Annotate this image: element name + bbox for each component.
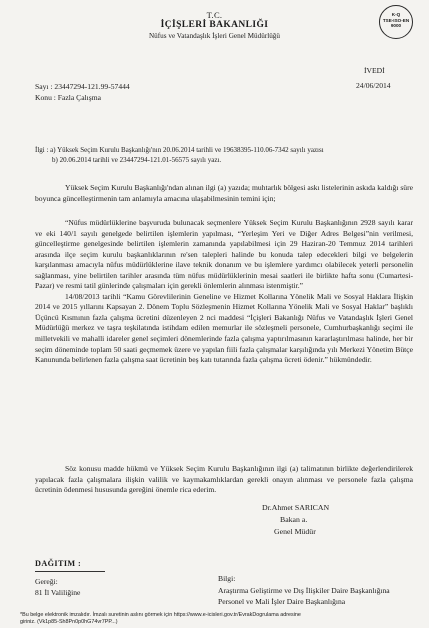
directorate-heading: Nüfus ve Vatandaşlık İşleri Genel Müdürlüğü [148,32,280,40]
reference-b: b) 20.06.2014 tarihli ve 23447294-121.01-56575 sayılı yazı. [52,156,222,164]
reference-block [35,145,415,165]
reference-a: İlgi : a) Yüksek Seçim Kurulu Başkanlığı'nın 20.06.2014 tarihli ve 19638395-110.06-7342 sayılı yazısı [35,146,324,154]
footer-line: *Bu belge elektronik imzalıdır. İmzalı suretinin aslını görmek için https://www.e-icisleri.gov.tr/EvrakDogrulama adresine [20,612,301,618]
paragraph-text: “Nüfus müdürlüklerine başvuruda bulunacak seçmenlere Yüksek Seçim Kurulu Başkanlığının 2928 sayılı karar ve eki 140/1 sayılı genelgede belirtilen işlemlerin yapılması, “Yerleşim Yeri ve Diğer Adres Belgesi”nin verilmesi, güncelleştirme genelgesinde belirtilen işlemlerin zamanında yapılabilmesi için 29 Haziran-20 Temmuz 2014 tarihleri arasında ilçe seçim kurulu başkanlıklarının re'sen talepleri halinde bu konuda talep edecekleri bilgi ve belgelerin karşılanması amacıyla nüfus müdürlüklerine ilave teknik donanım ve bu işlemlere yardımcı olabilecek yeterli personelin sağlanması, yine belirtilen tarihler arasında tüm nüfus müdürlüklerinin mesai saatleri ile birlikte hafta sonu (Cumartesi-Pazar) ve resmi tatil günlerinde çalışmaları için gerekli önlemlerin alınması istenmiştir.” [35,218,413,291]
distribution-heading: DAĞITIM : [35,559,82,568]
priority-label: İVEDİ [364,66,385,75]
info-recipients [218,573,390,608]
signatory-name: Dr.Ahmet SARICAN [262,503,330,512]
distribution-underline [35,571,105,572]
seal-line: 9000 [390,23,402,29]
bilgi-recipient: Araştırma Geliştirme ve Dış İlişkiler Daire Başkanlığına [218,585,390,595]
seal-line: TSE-ISO-EN [382,17,410,23]
paragraph-text: Söz konusu madde hükmü ve Yüksek Seçim Kurulu Başkanlığının ilgi (a) talimatının birlikte değerlendirilerek yapılacak fazla çalışmalara ilişkin valilik ve kaymakamlıklardan gerekli onayın alınması ve personele fazla çalışma ücretinin ödenmesi hususunda gereğini önemle rica ederim. [35,464,413,495]
body-paragraph-3 [35,464,413,496]
document-date: 24/06/2014 [356,81,391,90]
seal-line: K-Q [391,12,401,17]
ministry-heading: İÇİŞLERİ BAKANLIĞI [160,20,269,30]
action-recipients [35,576,80,598]
body-paragraph-1 [35,183,413,204]
geregi-recipient: 81 İl Valiliğine [35,588,81,597]
signatory-position: Genel Müdür [274,527,316,536]
document-number: Sayı : 23447294-121.99-57444 [35,82,130,91]
geregi-label: Gereği: [35,577,58,586]
footer-note [20,612,301,626]
tc-heading: T.C. [206,10,223,20]
quality-seal-logo [379,5,413,39]
paragraph-text: 14/08/2013 tarihli “Kamu Görevlilerinin Geneline ve Hizmet Kollarına Yönelik Mali ve Sosyal Haklara İlişkin 2014 ve 2015 yıllarını Kapsayan 2. Dönem Toplu Sözleşmenin Hizmet Kollarına Yönelik Mali ve Sosyal Haklar” başlıklı Üçüncü Kısmının fazla çalışma ücretini düzenleyen 2 nci maddesi “İçişleri Bakanlığı Nüfus ve Vatandaşlık İşleri Genel Müdürlüğü merkez ve taşra teşkilatında istihdam edilen memurlar ile sözleşmeli personele, Cumhurbaşkanlığı seçimi ile milletvekili ve mahalli idareler genel seçimleri dönemlerinde fazla çalışma yaptırılmasının kararlaştırılması halinde, her bir seçim döneminde toplam 50 saati geçmemek üzere ve yapılan fiili fazla çalışmalar karşılığında yılı Merkezi Yönetim Bütçe Kanununda belirlenen fazla çalışma saat ücretinin beş katı tutarında fazla çalışma ücreti ödenir.” hükmündedir. [35,291,413,365]
document-subject: Konu : Fazla Çalışma [35,93,102,102]
body-paragraph-2 [35,218,413,366]
paragraph-text: Yüksek Seçim Kurulu Başkanlığı'ndan alınan ilgi (a) yazıda; muhtarlık bölgesi askı listelerinin askıda kaldığı süre boyunca güncelleştirmenin tam anlamıyla amacına ulaşabilmesinin temini için; [35,183,413,203]
signature-block [262,502,329,538]
bilgi-label: Bilgi: [218,574,236,583]
bilgi-recipient: Personel ve Mali İşler Daire Başkanlığına [218,597,346,606]
signatory-title: Bakan a. [280,515,308,524]
footer-line: giriniz. (Vk1p85-Sh8Pn0p0hG74vr7PP...) [20,619,118,625]
